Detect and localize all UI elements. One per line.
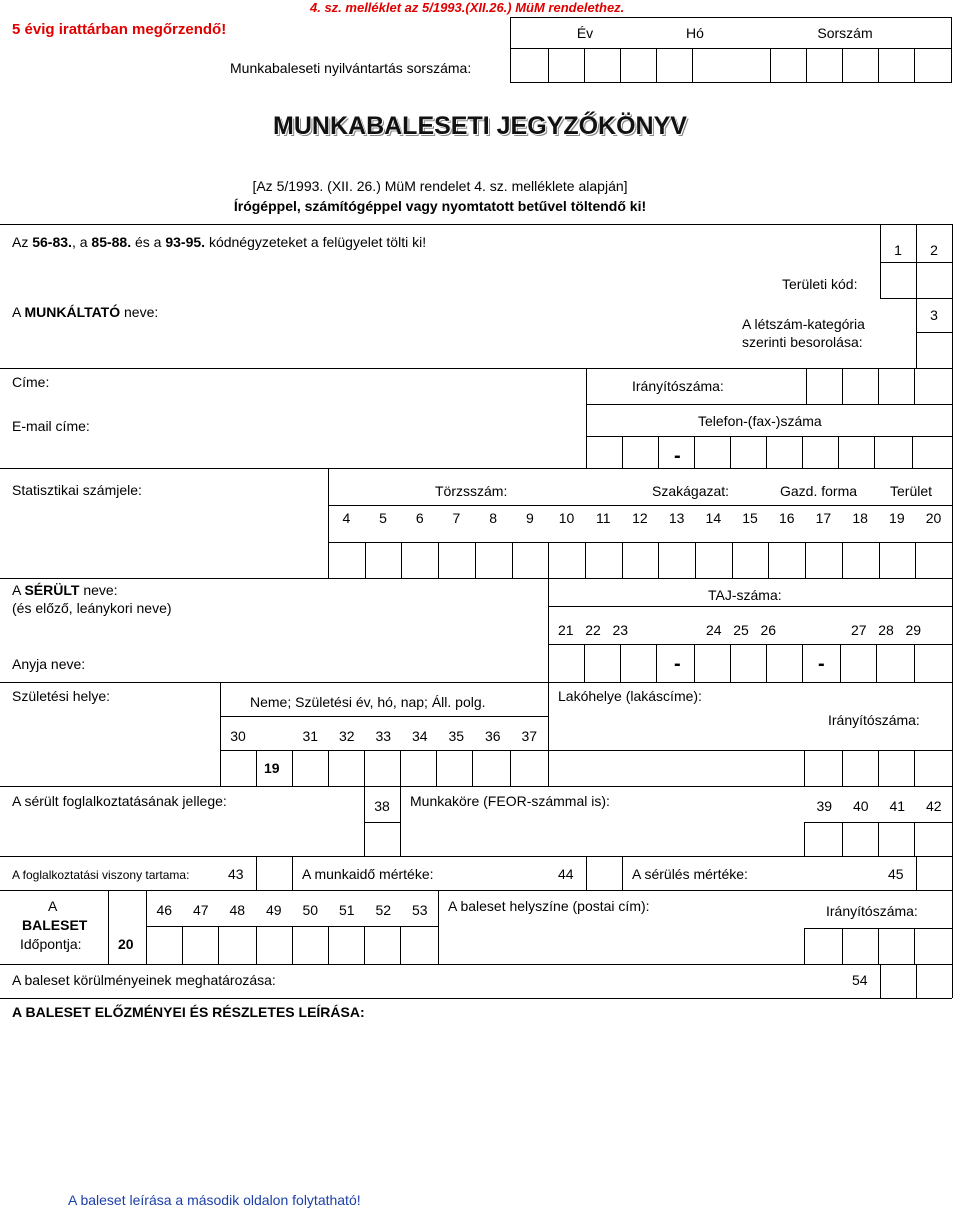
codes-note: Az 56-83., a 85-88. és a 93-95. kódnégyzeteket a felügyelet tölti ki! xyxy=(12,234,427,250)
code-44: 44 xyxy=(558,866,574,882)
employer-name-label: A MUNKÁLTATÓ neve: xyxy=(12,304,159,320)
taj-dash-1: - xyxy=(674,653,681,675)
code-cell: 8 xyxy=(489,510,498,526)
col-year: Év xyxy=(576,25,594,41)
code-box-divider xyxy=(512,542,513,578)
code-box-divider xyxy=(658,542,659,578)
feor-code-cell: 41 xyxy=(889,798,906,814)
code-cell: 16 xyxy=(778,510,795,526)
code-box-divider xyxy=(768,542,769,578)
code-3: 3 xyxy=(930,307,938,323)
code-box-divider xyxy=(622,542,623,578)
when-code-cell: 49 xyxy=(265,902,282,918)
code-cell: 14 xyxy=(705,510,722,526)
when-code-cell: 51 xyxy=(338,902,355,918)
code-cell: 19 xyxy=(889,510,905,526)
code-cell: 11 xyxy=(595,510,611,526)
feor-code-cell: 39 xyxy=(816,798,833,814)
code-43: 43 xyxy=(228,866,244,882)
annex-note: 4. sz. melléklet az 5/1993.(XII.26.) MüM rendelethez. xyxy=(310,0,625,15)
taj-codes-a: 21 22 23 xyxy=(558,622,629,638)
birth-codes xyxy=(292,728,548,744)
code-box-divider xyxy=(365,542,366,578)
retention-note: 5 évig irattárban megőrzendő! xyxy=(12,21,227,38)
trunk-label: Törzsszám: xyxy=(435,483,508,499)
accident-when-2: BALESET xyxy=(22,917,88,933)
taj-label: TAJ-száma: xyxy=(708,587,782,603)
col-serial: Sorszám xyxy=(817,25,873,41)
employment-type-label: A sérült foglalkoztatásának jellege: xyxy=(12,793,227,809)
code-box-divider xyxy=(915,542,916,578)
code-45: 45 xyxy=(888,866,904,882)
code-box-divider xyxy=(401,542,402,578)
feor-code-cell: 40 xyxy=(852,798,869,814)
accident-when-codes xyxy=(146,902,438,918)
taj-codes-c: 27 28 29 xyxy=(851,622,922,638)
when-code-cell: 53 xyxy=(411,902,428,918)
accident-century: 20 xyxy=(118,936,134,952)
when-code-cell: 50 xyxy=(302,902,319,918)
code-cell: 10 xyxy=(558,510,575,526)
history-heading: A BALESET ELŐZMÉNYEI ÉS RÉSZLETES LEÍRÁSA: xyxy=(12,1004,365,1020)
location-zip-label: Irányítószáma: xyxy=(826,903,918,919)
form-title: MUNKABALESETI JEGYZŐKÖNYV xyxy=(273,112,687,140)
birth-code-cell: 31 xyxy=(302,728,319,744)
code-2: 2 xyxy=(930,242,938,258)
feor-codes xyxy=(806,798,952,814)
headcount-label-2: szerinti besorolása: xyxy=(742,334,863,350)
phone-label: Telefon-(fax-)száma xyxy=(698,413,822,429)
employer-zip-label: Irányítószáma: xyxy=(632,378,724,394)
working-time-label: A munkaidő mértéke: xyxy=(302,866,434,882)
taj-codes-b: 24 25 26 xyxy=(706,622,777,638)
legal-basis: [Az 5/1993. (XII. 26.) MüM rendelet 4. sz. melléklete alapján] xyxy=(252,178,628,194)
occupation-label: Munkaköre (FEOR-számmal is): xyxy=(410,793,610,809)
code-box-divider xyxy=(805,542,806,578)
code-box-divider xyxy=(695,542,696,578)
territorial-code-label: Területi kód: xyxy=(782,276,858,292)
code-box-divider xyxy=(952,542,953,578)
sex-birth-label: Neme; Születési év, hó, nap; Áll. polg. xyxy=(250,694,486,710)
code-1: 1 xyxy=(894,242,902,258)
residence-label: Lakóhelye (lakáscíme): xyxy=(558,688,702,704)
feor-code-cell: 42 xyxy=(925,798,942,814)
location-label: A baleset helyszíne (postai cím): xyxy=(448,898,650,914)
injury-degree-label: A sérülés mértéke: xyxy=(632,866,748,882)
code-box-divider xyxy=(585,542,586,578)
area-label: Terület xyxy=(890,483,933,499)
code-cell: 18 xyxy=(852,510,868,526)
eco-form-label: Gazd. forma xyxy=(780,483,858,499)
circumstances-label: A baleset körülményeinek meghatározása: xyxy=(12,972,276,988)
when-code-cell: 47 xyxy=(192,902,209,918)
code-cell: 13 xyxy=(668,510,685,526)
accident-when-3: Időpontja: xyxy=(20,936,82,952)
birth-code-cell: 36 xyxy=(484,728,501,744)
when-code-cell: 52 xyxy=(375,902,392,918)
birth-code-cell: 33 xyxy=(375,728,392,744)
mother-label: Anyja neve: xyxy=(12,656,86,672)
code-30: 30 xyxy=(230,728,246,744)
injured-name-label-2: (és előző, leánykori neve) xyxy=(12,600,172,616)
code-cell: 20 xyxy=(925,510,942,526)
birth-code-cell: 34 xyxy=(411,728,428,744)
birth-code-cell: 35 xyxy=(448,728,465,744)
code-box-divider xyxy=(879,542,880,578)
code-box-divider xyxy=(732,542,733,578)
code-box-divider xyxy=(842,542,843,578)
taj-dash-2: - xyxy=(818,653,825,675)
when-code-cell: 48 xyxy=(229,902,246,918)
headcount-label-1: A létszám-kategória xyxy=(742,316,865,332)
continued-note: A baleset leírása a második oldalon folytatható! xyxy=(68,1192,361,1208)
code-cell: 5 xyxy=(379,510,387,526)
duration-label: A foglalkoztatási viszony tartama: xyxy=(12,868,190,882)
code-38: 38 xyxy=(374,798,390,814)
code-cell: 9 xyxy=(525,510,534,526)
birthplace-label: Születési helye: xyxy=(12,688,111,704)
code-cell: 17 xyxy=(815,510,832,526)
phone-dash: - xyxy=(674,445,681,467)
col-month: Hó xyxy=(686,25,704,41)
stat-label: Statisztikai számjele: xyxy=(12,482,142,498)
code-cell: 6 xyxy=(415,510,424,526)
birth-code-cell: 37 xyxy=(521,728,538,744)
code-cell: 12 xyxy=(632,510,648,526)
injured-name-label: A SÉRÜLT neve: xyxy=(12,582,118,598)
code-cell: 15 xyxy=(742,510,758,526)
address-label: Címe: xyxy=(12,374,50,390)
code-row-4-20 xyxy=(328,510,952,538)
branch-label: Szakágazat: xyxy=(652,483,730,499)
code-box-divider xyxy=(438,542,439,578)
code-54: 54 xyxy=(852,972,868,988)
when-code-cell: 46 xyxy=(156,902,173,918)
fill-instruction: Írógéppel, számítógéppel vagy nyomtatott betűvel töltendő ki! xyxy=(233,198,647,214)
birth-code-cell: 32 xyxy=(338,728,355,744)
code-cell: 7 xyxy=(452,510,461,526)
email-label: E-mail címe: xyxy=(12,418,90,434)
code-cell: 4 xyxy=(342,510,351,526)
birth-century: 19 xyxy=(264,760,280,776)
registry-label: Munkabaleseti nyilvántartás sorszáma: xyxy=(230,60,472,76)
residence-zip-label: Irányítószáma: xyxy=(828,712,920,728)
code-box-divider xyxy=(328,542,329,578)
code-box-divider xyxy=(475,542,476,578)
code-box-divider xyxy=(548,542,549,578)
accident-when-1: A xyxy=(48,898,58,914)
